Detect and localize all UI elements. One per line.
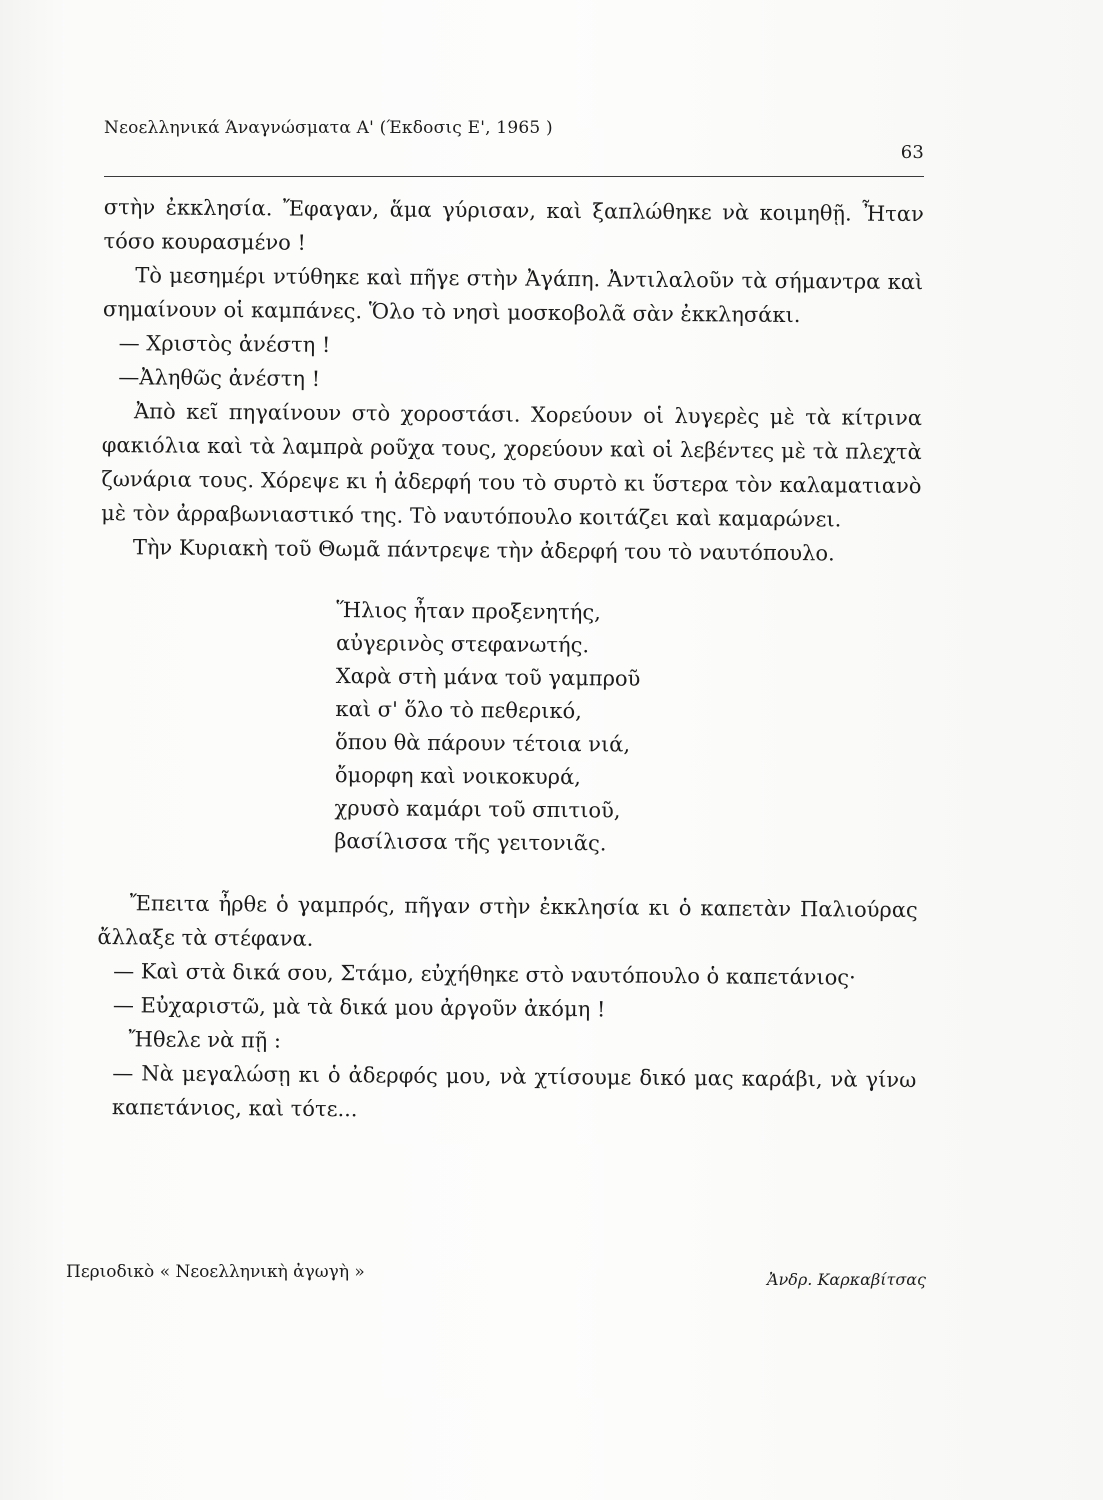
verse-line: ὅπου θὰ πάρουν τέτοια νιά,: [335, 730, 631, 757]
main-text: [96, 190, 924, 1131]
paragraph: στὴν ἐκκλησία. Ἔφαγαν, ἅμα γύρισαν, καὶ ξαπλώθηκε νὰ κοιμηθῇ. Ἦταν τόσο κουρασμένο !: [103, 194, 924, 255]
dialogue-line: — Εὐχαριστῶ, μὰ τὰ δικά μου ἀργοῦν ἀκόμη !: [112, 993, 606, 1022]
paragraph: Ἤθελε νὰ πῇ :: [128, 1027, 282, 1053]
verse-block: [334, 594, 920, 863]
paragraph: Ἔπειτα ἦρθε ὁ γαμπρός, πῆγαν στὴν ἐκκλησία κι ὁ καπετὰν Παλιούρας ἄλλαξε τὰ στέφανα.: [97, 891, 918, 951]
verse-line: χρυσὸ καμάρι τοῦ σπιτιοῦ,: [334, 796, 621, 823]
dialogue-line: —Ἀληθῶς ἀνέστη !: [118, 365, 321, 391]
verse-line: αὐγερινὸς στεφανωτής.: [335, 631, 590, 658]
verse-line: ὄμορφη καὶ νοικοκυρά,: [334, 763, 581, 790]
paragraph: Τὸ μεσημέρι ντύθηκε καὶ πῆγε στὴν Ἀγάπη. Ἀντιλαλοῦν τὰ σήμαντρα καὶ σημαίνουν οἱ καμπάνες. Ὅλο τὸ νησὶ μοσκοβολᾶ σὰν ἐκκλησάκι.: [102, 263, 924, 328]
verse-line: Ἥλιος ἦταν προξενητής,: [336, 598, 601, 625]
verse-line: βασίλισσα τῆς γειτονιᾶς.: [334, 829, 607, 856]
dialogue-line: — Καὶ στὰ δικά σου, Στάμο, εὐχήθηκε στὸ ναυτόπουλο ὁ καπετάνιος·: [113, 959, 856, 990]
verse-line: καὶ σ' ὅλο τὸ πεθερικό,: [335, 697, 583, 724]
verse-line: Χαρὰ στὴ μάνα τοῦ γαμπροῦ: [335, 664, 641, 691]
header-title: Νεοελληνικά Άναγνώσματα Α' (Έκδοσις Ε', 1965 ): [104, 118, 553, 138]
paragraph: Τὴν Κυριακὴ τοῦ Θωμᾶ πάντρεψε τὴν ἀδερφή του τὸ ναυτόπουλο.: [132, 535, 835, 566]
dialogue-line: — Νὰ μεγαλώσῃ κι ὁ ἀδερφός μου, νὰ χτίσουμε δικό μας καράβι, νὰ γίνω καπετάνιος, καὶ τότε...: [111, 1061, 917, 1122]
page-number: 63: [900, 142, 924, 163]
dialogue-line: — Χριστὸς ἀνέστη !: [118, 331, 331, 357]
author-name: Ἀνδρ. Καρκαβίτσας: [766, 1270, 926, 1289]
paragraph: Ἀπὸ κεῖ πηγαίνουν στὸ χοροστάσι. Χορεύουν οἱ λυγερὲς μὲ τὰ κίτρινα φακιόλια καὶ τὰ λαμπρὰ ροῦχα τους, χορεύουν καὶ οἱ λεβέντες μὲ τὰ πλεχτὰ ζωνάρια τους. Χόρεψε κι ἡ ἀδερφή του τὸ συρτὸ κι ὕστερα τὸν καλαματιανὸ μὲ τὸν ἀρραβωνιαστικό της. Τὸ ναυτόπουλο κοιτάζει καὶ καμαρώνει.: [101, 399, 923, 532]
source-citation: Περιοδικὸ « Νεοελληνικὴ ἀγωγὴ »: [66, 1262, 365, 1282]
header-rule: [104, 176, 924, 177]
